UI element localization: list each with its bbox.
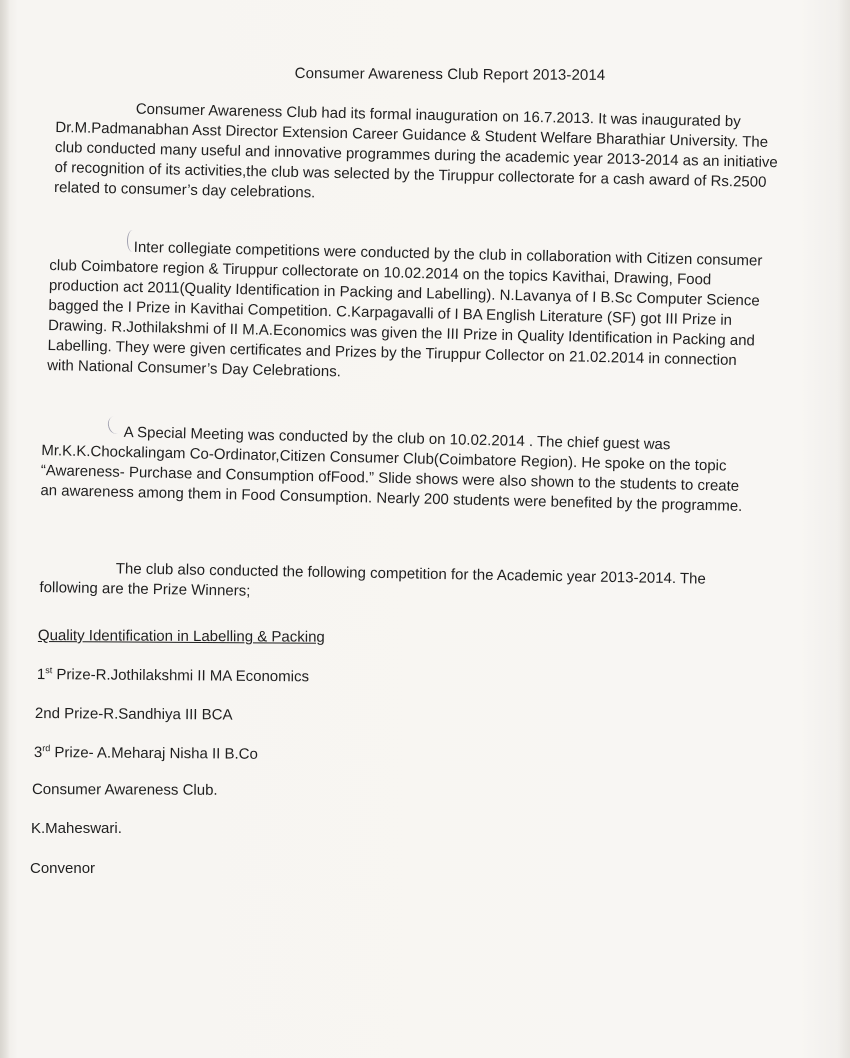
competition-heading: Quality Identification in Labelling & Packing <box>37 627 325 646</box>
signature-club: Consumer Awareness Club. <box>31 781 218 799</box>
prize-winner-text: Prize-R.Jothilakshmi II MA Economics <box>52 666 310 686</box>
prize-winner-text: Prize- A.Meharaj Nisha II B.Co <box>50 744 258 763</box>
paragraph-prize-intro-text: The club also conducted the following competition for the Academic year 2013-2014. The following are the Prize Winners; <box>39 560 706 600</box>
paragraph-inauguration-text: Consumer Awareness Club had its formal inauguration on 16.7.2013. It was inaugurated by Dr.M.Padmanabhan Asst Director Extension Career Guidance & Student Welfare Bharathiar University. The club conducted many useful and innovative programmes during the academic year 2013-2014 as an initiative of recognition of its activities,the club was selected by the Tiruppur collectorate for a cash award of Rs.2500 related to consumer’s day celebrations. <box>53 100 778 202</box>
prize-ordinal-suffix: st <box>45 665 53 676</box>
paragraph-inauguration <box>54 98 786 213</box>
signature-role: Convenor <box>30 860 96 877</box>
first-prize-line <box>37 666 309 685</box>
report-title: Consumer Awareness Club Report 2013-2014 <box>294 65 606 84</box>
paragraph-special-meeting-text: A Special Meeting was conducted by the club on 10.02.2014 . The chief guest was Mr.K.K.Chockalingam Co-Ordinator,Citizen Consumer Club(Coimbatore Region). He spoke on the topic “Awareness- Purchase and Consumption ofFood.” Slide shows were also shown to the students to create an awareness among them in Food Consumption. Nearly 200 students were benefited by the programme. <box>40 423 743 515</box>
paragraph-competitions <box>47 236 770 392</box>
third-prize-line <box>34 744 258 763</box>
prize-ordinal: 1 <box>36 666 46 684</box>
scan-shadow-right <box>838 0 850 1058</box>
paragraph-prize-intro <box>39 558 752 610</box>
paragraph-special-meeting <box>40 421 754 517</box>
second-prize-line <box>35 705 233 724</box>
signature-name: K.Maheswari. <box>31 820 122 837</box>
prize-ordinal-suffix: rd <box>42 743 51 754</box>
prize-winner-text: 2nd Prize-R.Sandhiya III BCA <box>34 705 233 724</box>
paragraph-competitions-text: Inter collegiate competitions were conducted by the club in collaboration with Citizen consumer club Coimbatore region & Tiruppur collectorate on 10.02.2014 on the topics Kavithai, Drawing, Food production act 2011(Quality Identification in Packing and Labelling). N.Lavanya of I B.Sc Computer Science bagged the I Prize in Kavithai Competition. C.Karpagavalli of I BA English Literature (SF) got III Prize in Drawing. R.Jothilakshmi of II M.A.Economics was given the III Prize in Quality Identification in Packing and Labelling. They were given certificates and Prizes by the Tiruppur Collector on 21.02.2014 in connection with National Consumer’s Day Celebrations. <box>46 238 763 381</box>
prize-ordinal: 3 <box>33 744 43 762</box>
scan-shadow-left <box>0 0 10 1058</box>
